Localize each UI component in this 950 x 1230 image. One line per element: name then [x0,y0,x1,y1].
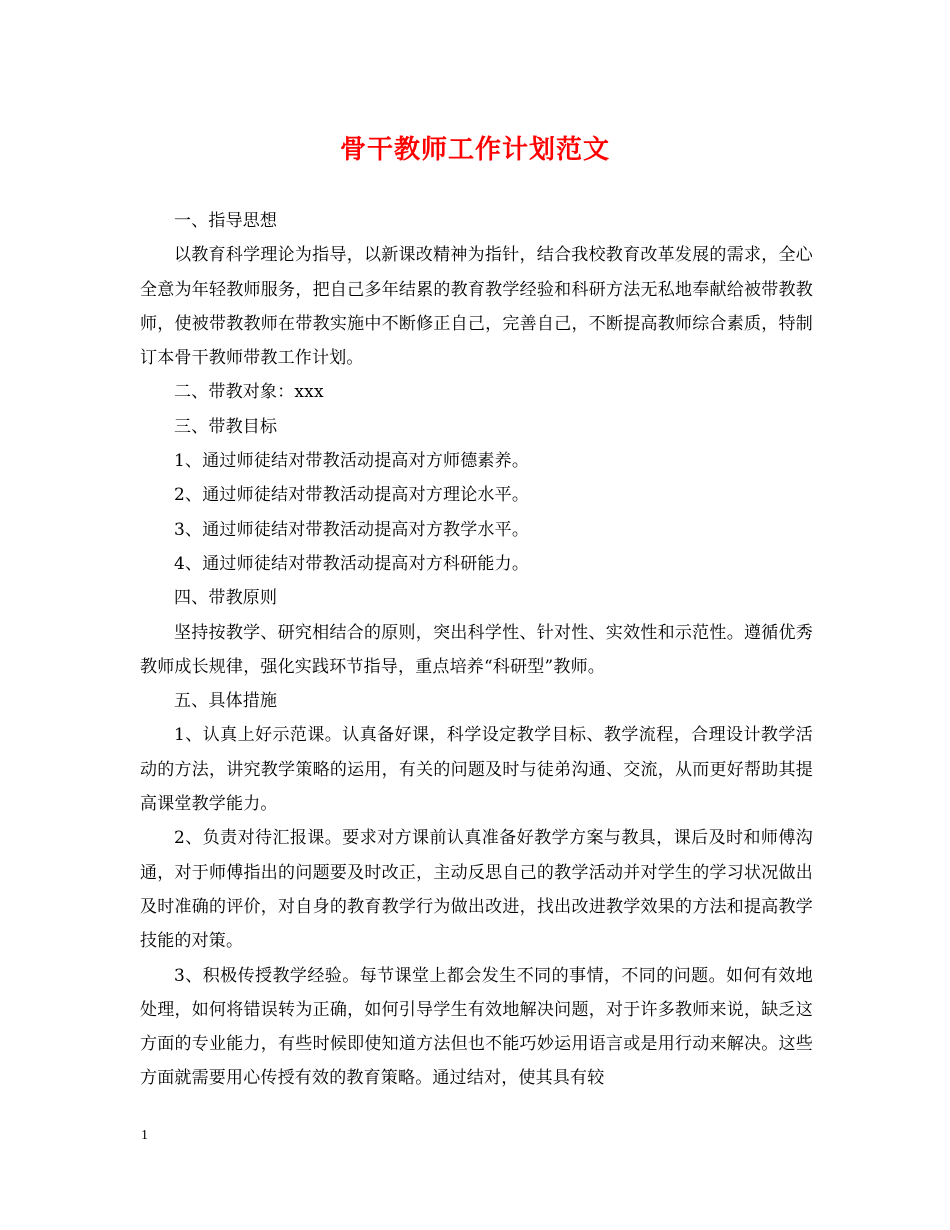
list-item: 1、通过师徒结对带教活动提高对方师德素养。 [174,451,530,472]
heading-specific-measures: 五、具体措施 [174,691,278,712]
heading-guiding-ideology: 一、指导思想 [174,211,278,231]
page-number: 1 [141,1128,148,1143]
paragraph: 1、认真上好示范课。认真备好课，科学设定教学目标、教学流程，合理设计教学活动的方法，讲究教学策略的运用，有关的问题及时与徒弟沟通、交流，从而更好帮助其提高课堂教学能力。 [140,725,813,815]
paragraph: 以教育科学理论为指导，以新课改精神为指针，结合我校教育改革发展的需求，全心全意为年轻教师服务，把自己多年结累的教育教学经验和科研方法无私地奉献给被带教教师，使被带教教师在带教实施中不断修正自己，完善自己，不断提高教师综合素质，特制订本骨干教师带教工作计划。 [140,245,813,369]
list-item: 4、通过师徒结对带教活动提高对方科研能力。 [174,553,530,574]
list-item: 2、通过师徒结对带教活动提高对方理论水平。 [174,485,530,506]
document-body [140,204,813,1096]
heading-mentoring-target: 二、带教对象：xxx [174,382,324,403]
document-title: 骨干教师工作计划范文 [339,135,610,165]
paragraph: 2、负责对待汇报课。要求对方课前认真准备好教学方案与教具，课后及时和师傅沟通，对于师傅指出的问题要及时改正，主动反思自己的教学活动并对学生的学习状况做出及时准确的评价，对自身的教育教学行为做出改进，找出改进教学效果的方法和提高教学技能的对策。 [140,828,813,952]
paragraph: 坚持按教学、研究相结合的原则，突出科学性、针对性、实效性和示范性。遵循优秀教师成长规律，强化实践环节指导，重点培养“科研型”教师。 [140,622,813,677]
list-item: 3、通过师徒结对带教活动提高对方教学水平。 [174,519,530,540]
heading-mentoring-goals: 三、带教目标 [174,416,278,437]
heading-mentoring-principles: 四、带教原则 [174,588,278,609]
paragraph: 3、积极传授教学经验。每节课堂上都会发生不同的事情，不同的问题。如何有效地处理，如何将错误转为正确，如何引导学生有效地解决问题，对于许多教师来说，缺乏这方面的专业能力，有些时候即使知道方法但也不能巧妙运用语言或是用行动来解决。这些方面就需要用心传授有效的教育策略。通过结对，使其具有较 [140,965,813,1089]
